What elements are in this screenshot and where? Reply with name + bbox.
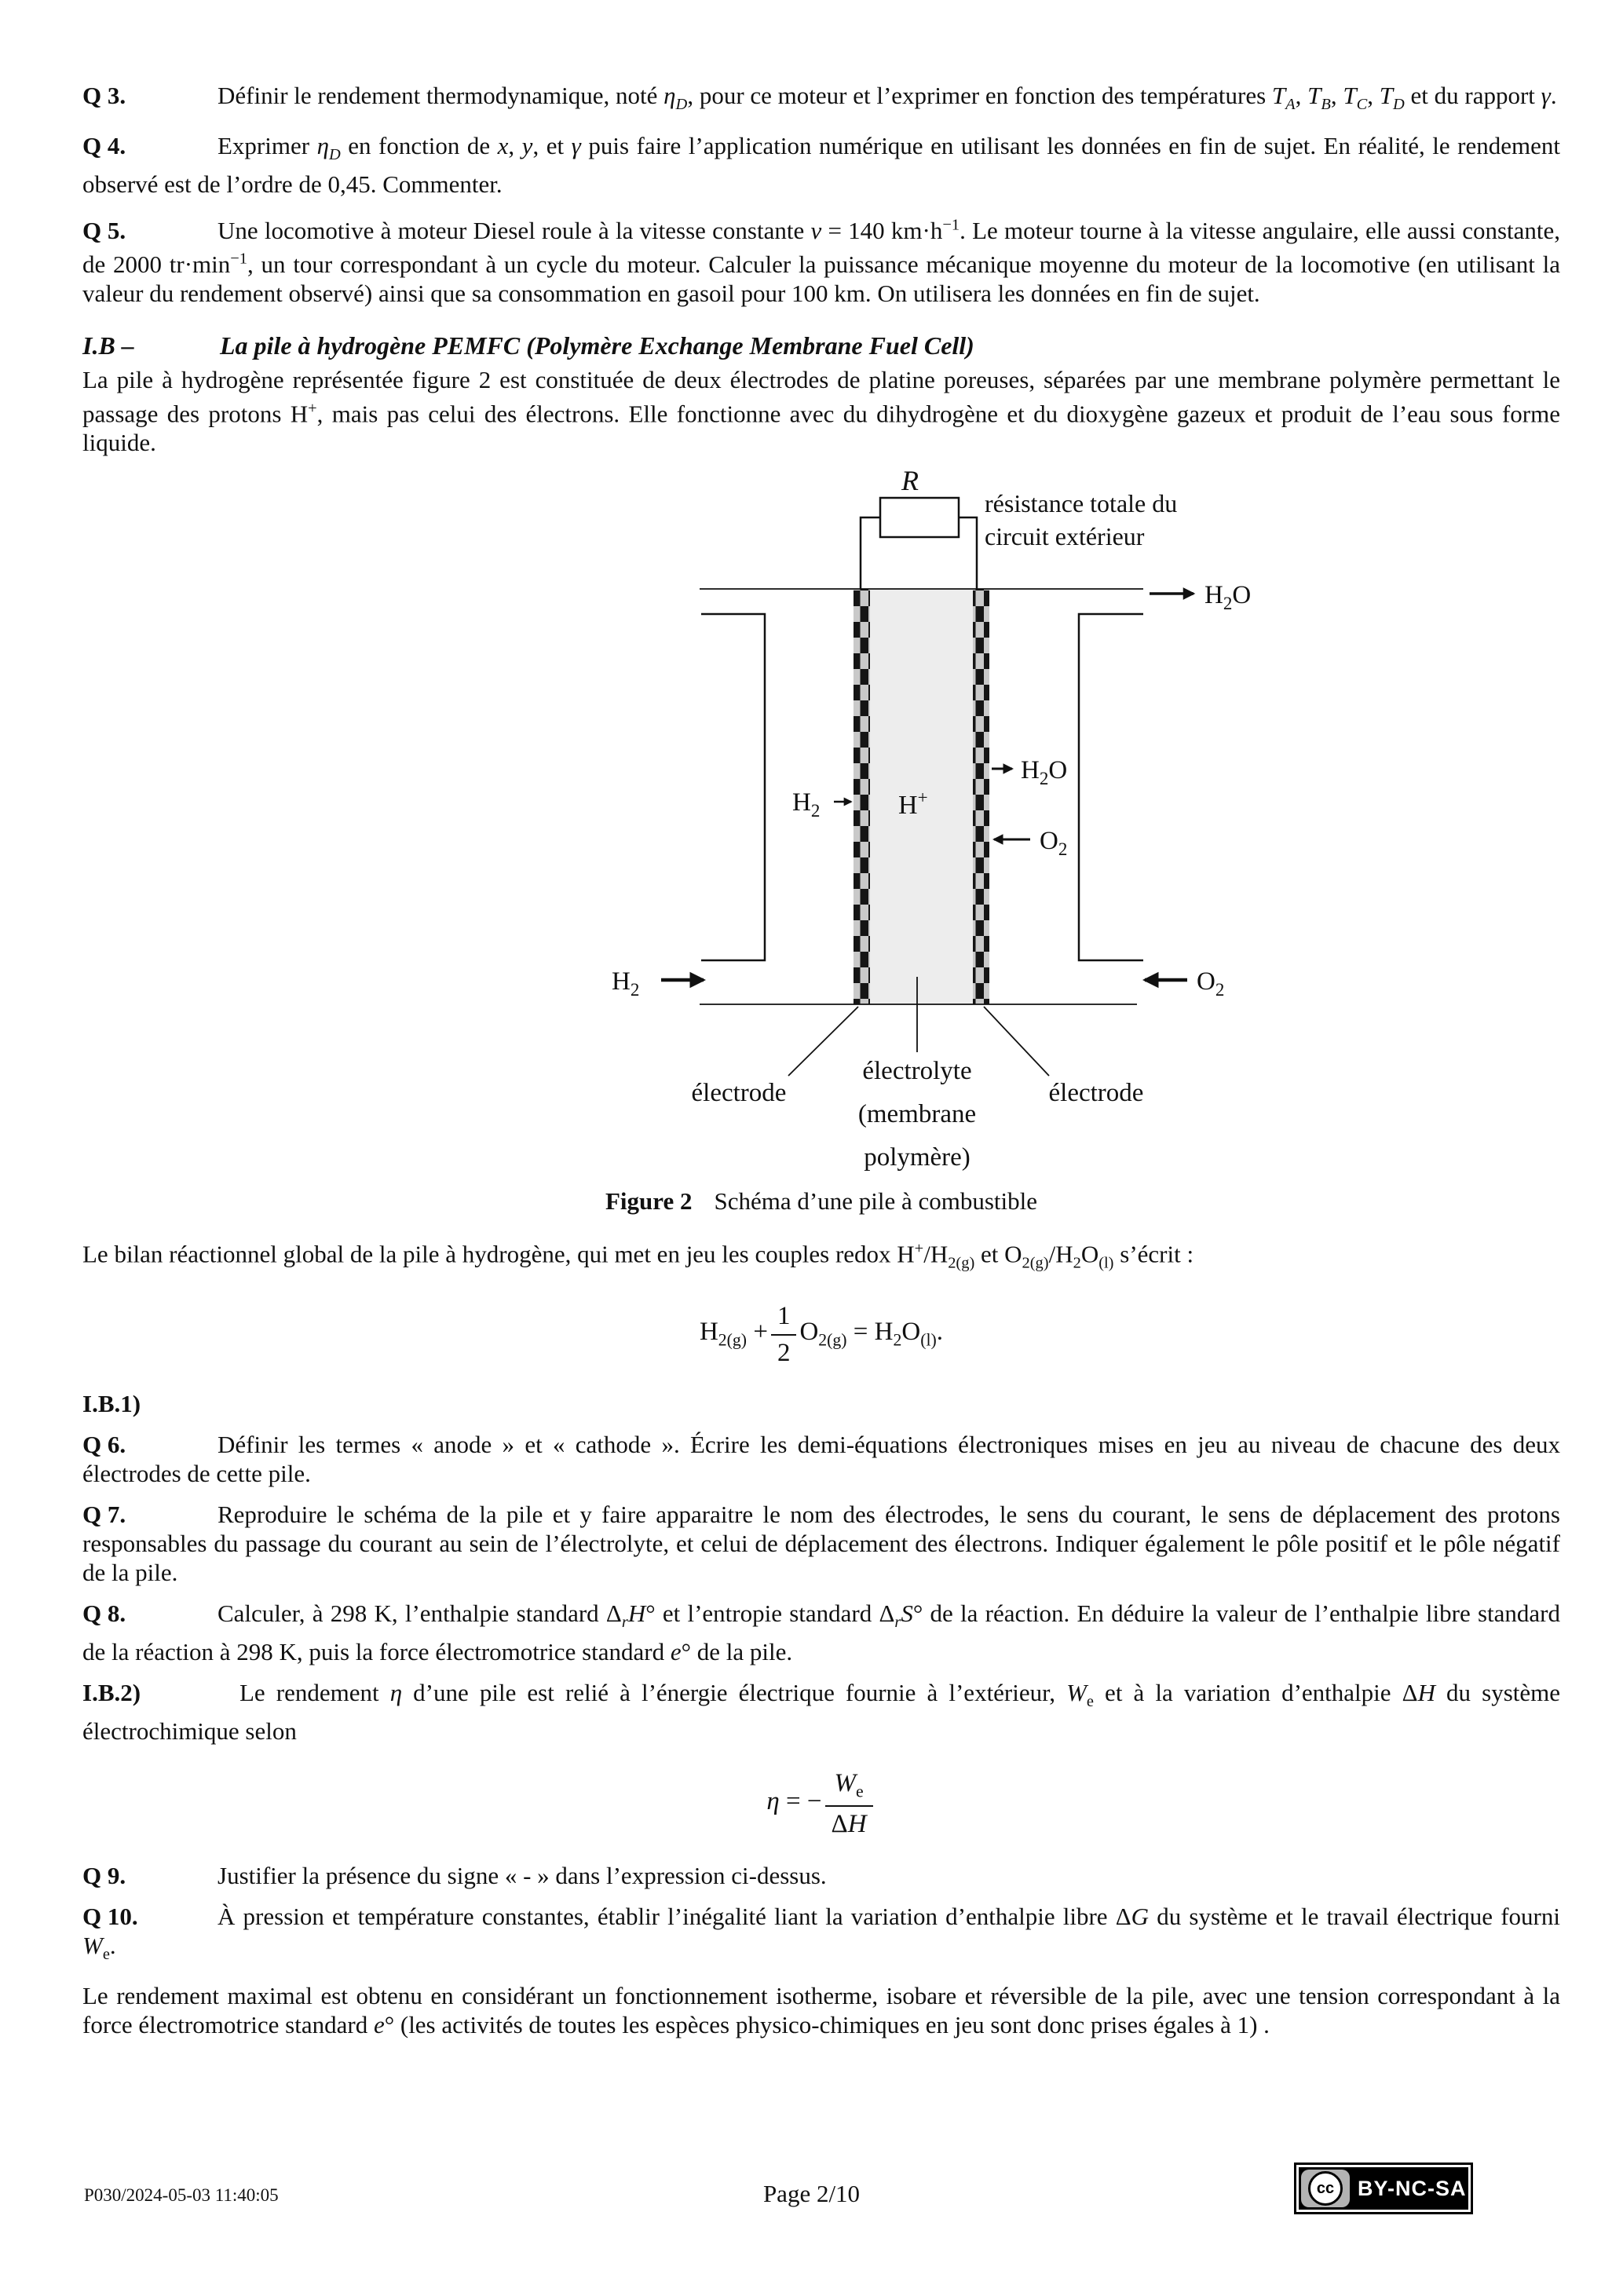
question-text: Une locomotive à moteur Diesel roule à la vitesse constante v = 140 $km\cdot h^{-1}$. Le moteur tourne à la vitesse angulaire, elle aussi constante, de 2000 $tr\cdot\min^{-1}$, un tour correspondant à un cycle du moteur. Calculer la puissance mécanique moyenne du moteur de la locomotive (en utilisant la valeur du rendement observé) ainsi que sa consommation en gasoil pour 100 km. On utilisera les données en fin de sujet. (82, 216, 1561, 308)
fraction-denominator: 2 (777, 1338, 791, 1367)
h2-in-label: $H_2$ (612, 967, 640, 1000)
page-content (82, 0, 1560, 2039)
fraction-numerator: 1 (771, 1300, 797, 1336)
left-wire (861, 517, 880, 589)
right-electrode-bar (973, 589, 989, 1004)
section-title: La pile à hydrogène PEMFC (Polymère Exchange Membrane Fuel Cell) (220, 331, 974, 360)
reaction-rhs: $O_{2(g)} = H_2O_{(l)}$. (799, 1318, 944, 1351)
question-label: Q 9. (82, 1861, 126, 1889)
question-q5 (82, 210, 1560, 308)
rendement-lhs: η = − (766, 1787, 822, 1816)
fraction-one-half (771, 1300, 797, 1368)
question-text: À pression et température constantes, établir l’inégalité liant la variation d’enthalpie libre ΔG du système et le travail électrique fourni $W_e$. (82, 1902, 1560, 1964)
section-label: I.B – (82, 331, 134, 360)
h2o-mid-label: $H_2O$ (1021, 756, 1068, 789)
closing-paragraph: Le rendement maximal est obtenu en considérant un fonctionnement isotherme, isobare et réversible de la pile, avec une tension correspondant à la force électromotrice standard e° (les activités de toutes les espèces physico-chimiques en jeu sont donc prises égales à 1) . (82, 1982, 1560, 2039)
rendement-fraction (825, 1768, 873, 1839)
question-q10 (82, 1902, 1560, 1969)
left-electrode-label: électrode (691, 1079, 787, 1108)
question-label: Q 6. (82, 1430, 126, 1458)
right-wire (959, 517, 977, 589)
figure-caption (82, 1187, 1560, 1216)
electrolyte-label-line2: (membrane (857, 1100, 977, 1129)
question-q3 (82, 81, 1560, 119)
figure-2 (82, 465, 1560, 1172)
fuel-cell-diagram (374, 465, 1269, 1172)
cc-badge-inner (1299, 2167, 1468, 2210)
h2-mid-label: $H_2$ (792, 788, 821, 821)
rendement-numerator: $W_e$ (825, 1768, 873, 1807)
resistor-label: R (901, 465, 919, 497)
question-text: Justifier la présence du signe « - » dans l’expression ci-dessus. (217, 1861, 827, 1889)
subsection-ib2 (82, 1678, 1560, 1746)
left-electrode-bar (854, 589, 870, 1004)
resistance-note-line1: résistance totale du (985, 489, 1178, 518)
hplus-label: H+ (898, 788, 928, 821)
subsection-text: Le rendement η d’une pile est relié à l’énergie électrique fournie à l’extérieur, $W_e$ et à la variation d’enthalpie ΔH du système électrochimique selon (82, 1679, 1561, 1746)
electrolyte-label-line3: polymère) (864, 1143, 971, 1172)
right-electrode-label: électrode (1048, 1079, 1144, 1108)
subsection-label: I.B.2) (82, 1679, 141, 1707)
intro-paragraph: La pile à hydrogène représentée figure 2 est constituée de deux électrodes de platine poreuses, séparées par une membrane polymère permettant le passage des protons H+, mais pas celui des électrons. Elle fonctionne avec du dihydrogène et du dioxygène gazeux et produit de l’eau sous forme liquide. (82, 366, 1560, 457)
reaction-lhs: $H_{2(g)}$ + (699, 1318, 768, 1351)
question-q9 (82, 1861, 1560, 1890)
question-label: Q 4. (82, 132, 126, 160)
footer-timestamp: P030/2024-05-03 11:40:05 (84, 2185, 279, 2205)
figure-caption-text: Schéma d’une pile à combustible (714, 1187, 1037, 1216)
question-label: Q 7. (82, 1500, 126, 1528)
reaction-equation (82, 1300, 1560, 1368)
question-text: Reproduire le schéma de la pile et y faire apparaitre le nom des électrodes, le sens du courant, le sens de déplacement des protons responsables du passage du courant au sein de l’électrolyte, et celui de déplacement des électrons. Indiquer également le pôle positif et le pôle négatif de la pile. (82, 1500, 1560, 1586)
question-label: Q 5. (82, 216, 126, 244)
resistor-box (880, 498, 959, 537)
cc-license-badge (1294, 2163, 1473, 2214)
question-text: Définir le rendement thermodynamique, noté $\eta_D$, pour ce moteur et l’exprimer en fonction des températures $T_A$, $T_B$, $T_C$, $T_D$ et du rapport γ. (217, 82, 1557, 114)
o2-mid-label: $O_2$ (1040, 827, 1068, 860)
question-q8 (82, 1599, 1560, 1666)
question-q6 (82, 1430, 1560, 1488)
question-text: Exprimer $\eta_D$ en fonction de x, y, et γ puis faire l’application numérique en utilisant les données en fin de sujet. En réalité, le rendement observé est de l’ordre de 0,45. Commenter. (82, 132, 1560, 199)
subsection-ib1: I.B.1) (82, 1389, 141, 1417)
cc-circle-icon: cc (1308, 2171, 1343, 2206)
license-text: BY-NC-SA (1358, 2176, 1467, 2200)
left-electrode-pointer (788, 1007, 858, 1076)
page-number: Page 2/10 (762, 2180, 861, 2207)
bilan-paragraph: Le bilan réactionnel global de la pile à hydrogène, qui met en jeu les couples redox $H^+/H_{2(g)}$ et $O_{2(g)}/H_2O_{(l)}$ s’écrit : (82, 1240, 1194, 1272)
electrolyte-label-line1: électrolyte (862, 1057, 972, 1086)
o2-in-label: $O_2$ (1197, 967, 1225, 1000)
section-heading-ib (82, 331, 1560, 360)
left-channel-wall (701, 614, 765, 960)
question-label: Q 8. (82, 1599, 126, 1627)
resistance-note-line2: circuit extérieur (985, 522, 1145, 551)
right-electrode-pointer (984, 1007, 1049, 1076)
rendement-equation (82, 1768, 1560, 1839)
right-channel-wall (1079, 614, 1143, 960)
question-q7 (82, 1500, 1560, 1587)
rendement-denominator: ΔH (831, 1809, 867, 1838)
figure-caption-label: Figure 2 (605, 1187, 693, 1216)
question-text: Calculer, à 298 K, l’enthalpie standard $\Delta_rH^\circ$ et l’entropie standard $\Delta_rS^\circ$ de la réaction. En déduire la valeur de l’enthalpie libre standard de la réaction à 298 K, puis la force électromotrice standard e° de la pile. (82, 1599, 1560, 1666)
question-label: Q 10. (82, 1902, 138, 1930)
question-q4 (82, 131, 1560, 199)
h2o-out-label: $H_2O$ (1204, 581, 1252, 614)
cc-icon (1301, 2170, 1350, 2207)
question-label: Q 3. (82, 82, 126, 109)
question-text: Définir les termes « anode » et « cathode ». Écrire les demi-équations électroniques mises en jeu au niveau de chacune des deux électrodes de cette pile. (82, 1430, 1560, 1487)
